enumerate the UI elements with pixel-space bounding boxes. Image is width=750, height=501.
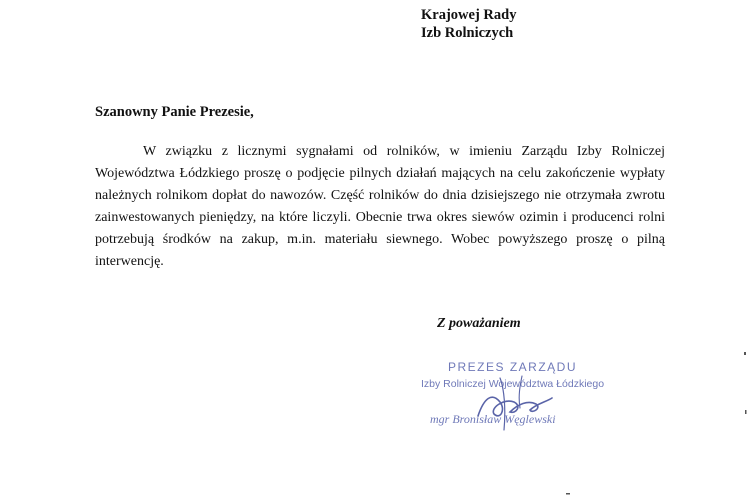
handwritten-signature — [470, 368, 560, 438]
letter-body: W związku z licznymi sygnałami od rolników, w imieniu Zarządu Izby Rolniczej Województwa Łódzkiego proszę o podjęcie pilnych działań mających na celu zakończenie wypłaty należnych rolnikom dopłat do nawozów. Część rolników do dnia dzisiejszego nie otrzymała zwrotu zainwestowanych pieniędzy, na które liczyli. Obecnie trwa okres siewów ozimin i producenci rolni potrzebują środków na zakup, m.in. materiału siewnego. Wobec powyższego proszę o pilną interwencję. — [95, 144, 665, 269]
recipient-line-2: Izb Rolniczych — [421, 25, 514, 41]
salutation: Szanowny Panie Prezesie, — [95, 104, 254, 120]
recipient-line-1: Krajowej Rady — [421, 7, 517, 23]
closing-phrase: Z poważaniem — [437, 316, 521, 331]
stamp-name: mgr Bronisław Węglewski — [430, 412, 556, 426]
stamp-title: PREZES ZARZĄDU — [448, 360, 578, 374]
stamp-organization: Izby Rolniczej Województwa Łódzkiego — [421, 378, 605, 390]
